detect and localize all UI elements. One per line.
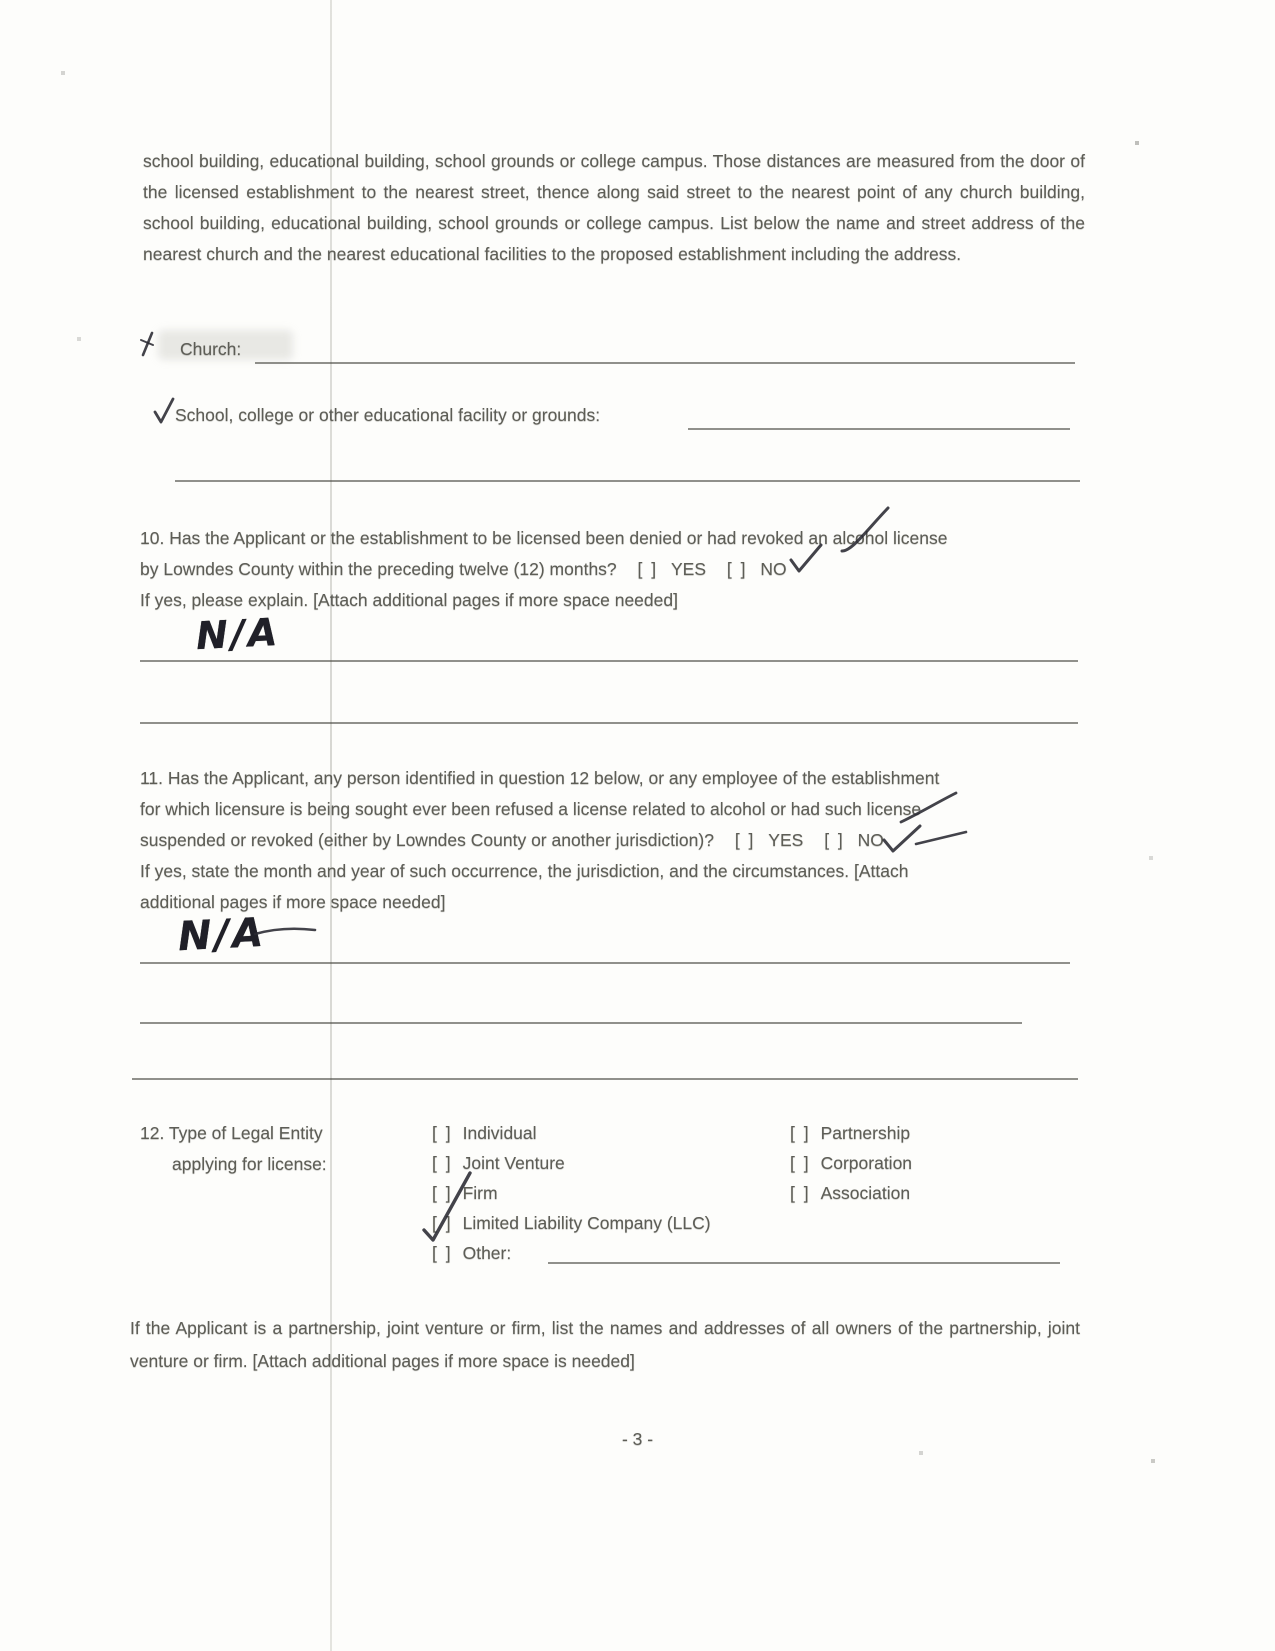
question-11 bbox=[140, 763, 1120, 918]
option-individual-label: Individual bbox=[462, 1123, 537, 1143]
q11-answer-line-2 bbox=[140, 1022, 1022, 1024]
other-checkbox: [ ] bbox=[432, 1243, 453, 1263]
question-10-line1: 10. Has the Applicant or the establishment to be licensed been denied or had revoked an alcohol license bbox=[140, 528, 948, 548]
individual-checkbox: [ ] bbox=[432, 1123, 453, 1143]
question-10-followup: If yes, please explain. [Attach additional pages if more space needed] bbox=[140, 590, 678, 610]
question-10 bbox=[140, 523, 1100, 616]
option-llc-label: Limited Liability Company (LLC) bbox=[462, 1213, 711, 1233]
question-11-line3-text: suspended or revoked (either by Lowndes County or another jurisdiction)? bbox=[140, 830, 714, 850]
handwritten-slash-q10-icon bbox=[838, 505, 892, 555]
partnership-checkbox: [ ] bbox=[790, 1123, 811, 1143]
question-10-line2-text: by Lowndes County within the preceding twelve (12) months? bbox=[140, 559, 617, 579]
question-12-title-line1: 12. Type of Legal Entity bbox=[140, 1123, 323, 1143]
option-joint-venture-label: Joint Venture bbox=[462, 1153, 565, 1173]
q11-answer-line-1 bbox=[140, 962, 1070, 964]
church-answer-line bbox=[255, 362, 1075, 364]
q11-no-label: NO bbox=[857, 830, 884, 850]
association-checkbox: [ ] bbox=[790, 1183, 811, 1203]
q11-yes-checkbox: [ ] bbox=[734, 830, 756, 850]
footer-paragraph: If the Applicant is a partnership, joint venture or firm, list the names and addresses of all owners of the partnership, joint venture or firm. [Attach additional pages if more space is needed] bbox=[130, 1318, 1080, 1371]
option-partnership-label: Partnership bbox=[820, 1123, 911, 1143]
q11-yes-label: YES bbox=[768, 830, 804, 850]
option-corporation-label: Corporation bbox=[820, 1153, 913, 1173]
option-individual bbox=[432, 1118, 711, 1148]
handwritten-check-school-icon bbox=[152, 396, 176, 426]
firm-checkbox: [ ] bbox=[432, 1183, 453, 1203]
handwritten-check-llc-icon bbox=[420, 1168, 476, 1246]
q11-handwritten-answer: N/A bbox=[176, 909, 268, 961]
intro-paragraph: school building, educational building, school grounds or college campus. Those distances are measured from the door of the licensed establishment to the nearest street, thence along said street to the nearest point of any church building, school building, educational building, school grounds or college campus. List below the name and street address of the nearest church and the nearest educational facilities to the proposed establishment including the address. bbox=[143, 151, 1085, 264]
q10-no-checkbox: [ ] bbox=[726, 559, 748, 579]
option-association bbox=[790, 1178, 912, 1208]
option-partnership bbox=[790, 1118, 912, 1148]
question-12-label bbox=[140, 1118, 327, 1180]
handwritten-check-q10-no-icon bbox=[788, 542, 824, 576]
q10-no-label: NO bbox=[760, 559, 787, 579]
q10-yes-checkbox: [ ] bbox=[637, 559, 659, 579]
option-corporation bbox=[790, 1148, 912, 1178]
q10-yes-label: YES bbox=[671, 559, 707, 579]
q11-answer-line-3 bbox=[132, 1078, 1078, 1080]
q10-handwritten-answer: N/A bbox=[194, 609, 282, 659]
question-12-options-column-2 bbox=[790, 1118, 912, 1208]
question-10-line2 bbox=[140, 554, 1100, 585]
joint-venture-checkbox: [ ] bbox=[432, 1153, 453, 1173]
question-12-title-line2: applying for license: bbox=[172, 1154, 327, 1174]
q11-no-checkbox: [ ] bbox=[824, 830, 845, 850]
scan-noise-specks bbox=[0, 0, 2, 2]
page-number: - 3 - bbox=[621, 1429, 654, 1449]
corporation-checkbox: [ ] bbox=[790, 1153, 811, 1173]
handwritten-check-q11-no-icon bbox=[880, 822, 970, 856]
q10-answer-line-1 bbox=[140, 660, 1078, 662]
handwritten-slash-q11-icon bbox=[898, 790, 960, 826]
school-answer-line-2 bbox=[175, 480, 1080, 482]
question-11-line2: for which licensure is being sought ever been refused a license related to alcohol or had such license bbox=[140, 799, 922, 819]
question-11-line3 bbox=[140, 825, 1120, 856]
q10-answer-line-2 bbox=[140, 722, 1078, 724]
question-11-followup2: additional pages if more space needed] bbox=[140, 892, 446, 912]
school-answer-line bbox=[688, 428, 1070, 430]
handwritten-tail-stroke-icon bbox=[252, 922, 318, 938]
llc-checkbox: [ ] bbox=[432, 1213, 453, 1233]
school-field-label: School, college or other educational facility or grounds: bbox=[175, 405, 601, 425]
other-answer-line bbox=[548, 1262, 1060, 1264]
question-11-followup1: If yes, state the month and year of such occurrence, the jurisdiction, and the circumstances. [Attach bbox=[140, 861, 909, 881]
question-11-line1: 11. Has the Applicant, any person identified in question 12 below, or any employee of the establishment bbox=[140, 768, 940, 788]
option-firm-label: Firm bbox=[462, 1183, 498, 1203]
handwritten-tick-church-icon bbox=[138, 330, 158, 358]
option-other-label: Other: bbox=[462, 1243, 512, 1263]
option-association-label: Association bbox=[820, 1183, 911, 1203]
church-field-label: Church: bbox=[180, 339, 242, 359]
